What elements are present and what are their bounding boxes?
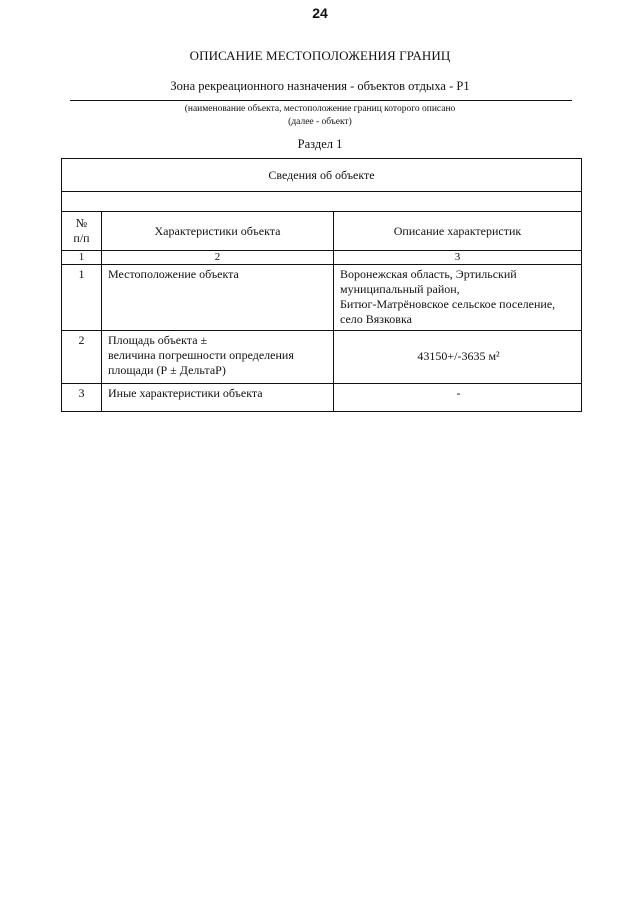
cell-line: Площадь объекта ±	[108, 333, 208, 347]
cell-line: Битюг-Матрёновское сельское поселение,	[340, 297, 556, 311]
table-spacer-row	[62, 192, 582, 212]
row-characteristic	[102, 265, 334, 331]
table-row	[62, 384, 582, 412]
cell-line: Местоположение объекта	[108, 267, 239, 281]
row-description	[334, 331, 582, 384]
cell-line: -	[456, 386, 461, 400]
document-title: ОПИСАНИЕ МЕСТОПОЛОЖЕНИЯ ГРАНИЦ	[189, 48, 451, 63]
cell-line: Иные характеристики объекта	[108, 386, 263, 400]
object-info-table	[61, 158, 582, 412]
column-header-num-part: №	[75, 216, 88, 230]
column-header-num-part: п/п	[73, 231, 90, 245]
row-number: 3	[62, 384, 102, 412]
column-header-num	[62, 212, 102, 251]
zone-name: Зона рекреационного назначения - объектов отдыха - Р1	[170, 79, 470, 93]
caption-line-2: (далее - объект)	[288, 117, 352, 127]
row-characteristic	[102, 331, 334, 384]
column-header-description: Описание характеристик	[334, 212, 582, 251]
table-column-index-row	[62, 251, 582, 265]
section-label: Раздел 1	[297, 137, 343, 151]
table-column-header-row	[62, 212, 582, 251]
column-index-3: 3	[334, 251, 582, 265]
table-title-row	[62, 159, 582, 192]
cell-line: село Вязковка	[340, 312, 412, 326]
cell-line: муниципальный район,	[340, 282, 460, 296]
column-index-1: 1	[62, 251, 102, 265]
row-description	[334, 265, 582, 331]
row-number: 2	[62, 331, 102, 384]
table-row	[62, 331, 582, 384]
table-title: Сведения об объекте	[62, 159, 582, 192]
zone-name-underline	[70, 100, 572, 101]
cell-line: Воронежская область, Эртильский	[340, 267, 517, 281]
zone-name-caption	[0, 103, 640, 129]
cell-line: 43150+/-3635 м²	[417, 349, 500, 363]
caption-line-1: (наименование объекта, местоположение границ которого описано	[184, 104, 456, 114]
cell-line: площади (Р ± ДельтаР)	[108, 363, 226, 377]
table-row	[62, 265, 582, 331]
table-spacer	[62, 192, 582, 212]
column-index-2: 2	[102, 251, 334, 265]
page-number: 24	[312, 5, 328, 21]
row-description	[334, 384, 582, 412]
column-header-characteristics: Характеристики объекта	[102, 212, 334, 251]
row-number: 1	[62, 265, 102, 331]
cell-line: величина погрешности определения	[108, 348, 294, 362]
row-characteristic	[102, 384, 334, 412]
